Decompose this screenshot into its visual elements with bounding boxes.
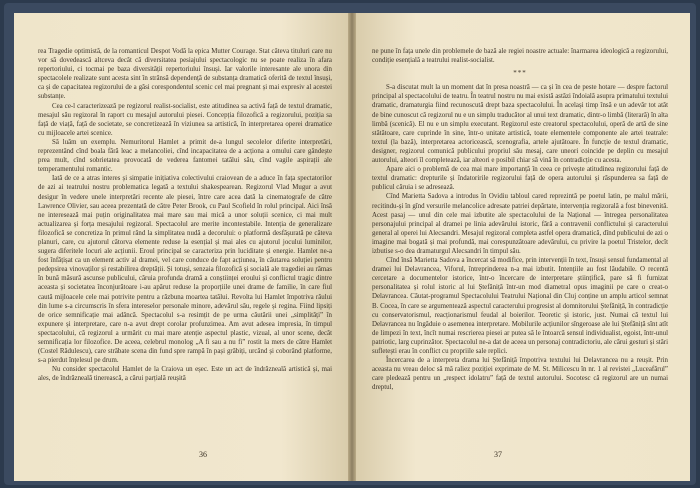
paragraph: rea Tragedie optimistă, de la romanticul Despot Vodă la epica Mutter Courage. Stat câteva tituluri care nu vor să dovedească altceva decât că diversitatea pesiajului spectacologic nu se poate realiza în afara repertoriului, ci tocmai pe baza diversității repertoriului însuși. Iar valorile interesante ale unora din spectacolele realizate sunt acesta sint în strânsă dependență de substanța dramatică oferită de textul însuși, ca și de capacitatea regizorului de a găsi corespondentul scenic cel mai pregnant și mai expresiv al acestei substanțe.	[38, 48, 332, 101]
section-separator: ***	[513, 69, 527, 78]
paragraph: ne pune în fața unele din problemele de bază ale regiei noastre actuale: înarmarea ideologică a regizorului, condiție esențială a teatrului realist-socialist.	[372, 48, 668, 65]
paragraph: Să luăm un exemplu. Nemuritorul Hamlet a primit de-a lungul secolelor diferite interpretări, reprezentând cînd boala fără leac a melancoliei, cînd incapacitatea de a acționa a omului care gândește prea mult, cînd sobrietatea provocată de vederea fantomei tatălui său, cînd vagile aspirații ale temperamentului romantic.	[38, 138, 332, 174]
left-page	[14, 13, 348, 481]
left-page-text	[38, 47, 332, 383]
paragraph: Cea ce-l caracterizează pe regizorul realist-socialist, este atitudinea sa activă față de textul dramatic, mesajul său regizoral în raport cu mesajul autorului piesei. Concepția filozofică a regizorului, poziția sa față de viață, față de societate, se concretizează în viziunea sa artistică, în interpretarea operei dramatice cu mijloacele artei scenice.	[38, 102, 332, 137]
paragraph: Apare aici o problemă de cea mai mare importanță în ceea ce privește atitudinea regizorului față de textul dramatic: drepturile și îndatoririle regizorului față de opera autorului și răspunderea sa față de publicul căruia i se adresează.	[372, 166, 668, 192]
right-page-text	[372, 47, 668, 392]
right-page	[356, 13, 690, 481]
page-number: 36	[199, 450, 207, 459]
paragraph: Încercarea de a interpreta drama lui Ștefăniță împotriva textului lui Delavrancea nu a reușit. Prin aceasta nu vreau deloc să mă raliez poziției exprimate de M. St. Milicescu în nr. 1 al revistei „Luceafărul” care pledează pentru un „respect idolatru” față de textul autorului. Socotesc că regizorul are un numai dreptul,	[372, 357, 668, 392]
paragraph: S-a discutat mult la un moment dat în presa noastră — ca și în cea de peste hotare — despre factorul principal al spectacolului de teatru. În teatrul nostru nu mai există astăzi îndoială asupra primatului textului dramatic, dramaturgia fiind recunoscută drept baza spectacolului. În același timp însă e un adevăr tot atât de bine cunoscut că regizorul nu e un simplu traducător al unui text dramatic, dintr-o limbă (literară) în alta limbă (scenică). El nu e un simplu executant. Regizorul este creatorul spectacolului, operă de artă de sine stătătoare, care cuprinde în sine, într-o unitate artistică, toate elementele componente ale artei teatrale: textul (la bază), interpretarea actoricească, scenografia, artele ajutătoare. În funcție de textul dramatic, designer, regizorul comunică publicului propriul său mesaj, care uneori coincide pe deplin cu mesajul autorului, alteori îl completează, iar alteori e posibil chiar să vină în contradicție cu acesta.	[372, 84, 668, 165]
page-number: 37	[494, 450, 502, 459]
paragraph: Nu consider spectacolul Hamlet de la Craiova un eșec. Este un act de îndrăzneală artistică și, mai ales, de îndrăzneală tinerească, a cărui parțială reușită	[38, 366, 332, 383]
paragraph: Cînd însă Marietta Sadova a încercat să modifice, prin intervenții în text, însuși sensul fundamental al dramei lui Delavrancea, Viforul, întreprinderea n-a mai izbutit. Intențiile au fost lăudabile. O recentă cercetare a documentelor istorice, într-o încercare de interpretare științifică, pare să fi furnizat personalitatea și rolul istoric al lui Ștefăniță într-un mod diametral opus imaginii pe care o creat-o Delavrancea. Căutat-programul Spectacolului Teatrului Național din Cluj conține un amplu articol semnat B. Cocea, în care se argumentează aspectul caracterului progresist al domnitorului Ștefăniță, în contradicție cu conservatorismul, reacționarismul feudal al boierilor. Teoretic și istoric, just. Numai că textul lui Delavrancea nu îngăduie o asemenea interpretare. Mobilurile acțiunilor sîngeroase ale lui Ștefăniță sînt atît de limpezi în text, încît numai rescrierea piesei ar putea să le întoarcă sensul individualist, egoist, într-unul patriotic, larg cuprinzător. Spectacolul ne-a dat de aceea un personaj contradictoriu, ale cărui gesturi și stări sufletești erau în conflict cu propriile sale replici.	[372, 257, 668, 355]
book-spine	[348, 13, 356, 481]
paragraph: Cînd Marietta Sadova a introdus în Ovidiu tabloul cared reprezintă pe poetul latin, pe malul mării, recitindu-și în gînd versurile melancolice adresate patriei depărtate, intervenția regizorală a fost binevenită. Acest pasaj — unul din cele mai izbutite ale spectacolului de la Național — întregea personalitatea personajului principal al dramei pe linia adevărului istoric, fără a contravenii conflictului și caracterului general al operei lui Alecsandri. Mesajul regizoral completa astfel opera dramatică, dînd publicului de azi o imagine mai bogată și mai profundă, mai corespunzătoare adevărului, cu privire la poetul Tristelor, decît izbutise s-o dea dramaturgul Alecsandri în timpul său.	[372, 193, 668, 255]
paragraph: Iată de ce a atras interes și simpatie inițiativa colectivului craiovean de a aduce în fața spectatorilor de azi ai teatrului nostru problematica legată a textului shakespearean. Regizorul Vlad Mugur a avut desigur în vedere unele interpretări recente ale piesei, între care acea dată la cinematografe de către Lawrence Olivier, sau aceea prezentată de către Peter Brook, cu Paul Scofield în rolul principal. Aici însă ne interesează mai puțin originalitatea mai mare sau mai mică a unor soluții scenice, ci mai mult actualizarea și forța mesajului regizoral. Spectacolul are merite incontestabile. Intenția de generalizare filozofică se concretiza în primul rând la simplitatea nudă a decorului: o platformă desfășurată pe câteva planuri, care, cu ajutorul câtorva elemente reduse la esențial și mai ales cu ajutorul jocului luminilor, sugera diferitele locuri ale acțiunii. Eroul principal se caracteriza prin luciditate și energie. Hamlet ne-a fost înfățișat ca un element activ al dramei, vel care conduce de fapt acțiunea, în căutarea soluției pentru pedepsirea vinovaților și restabilirea dreptății. Și totuși, senzaia filozofică și socială ale tragediei au rămas în bună măsură ascunse publicului, căruia profunda dramă a conștiinței eroului și conflictul tragic dintre aceasta și societatea înconjurătoare i-au apărut reduse la proporțiile unei drame de familie, în care fiul caută mijloacele cele mai potrivite pentru a răzbuna moartea tatălui. Revolta lui Hamlet împotriva răului din lume s-a circumscris în sfera intereselor personale minore, adevărul său, regele și regina. Fiind lipsiți de orice semnificație mai adâncă. Spectacolul s-a resimțit de pe urma căutării unei „simplități” în expunere și interpretare, care n-a avut drept corolar profunzimea. Am avut adesea impresia, în timpul spectacolului, că regizorul a urmărit cu mai mare atenție aspectul plastic, vizual, al unor scene, decât semnificația lor filozofice. De aceea, celebrul monolog „A fi sau a nu fi” rostit la mers de către Hamlet (Costel Rădulescu), care străbate scena din fund spre rampă în pași grăbiți, urcând și coborând platforme, s-a pierdut înțelesul pe drum.	[38, 175, 332, 365]
book-spread	[4, 3, 696, 485]
